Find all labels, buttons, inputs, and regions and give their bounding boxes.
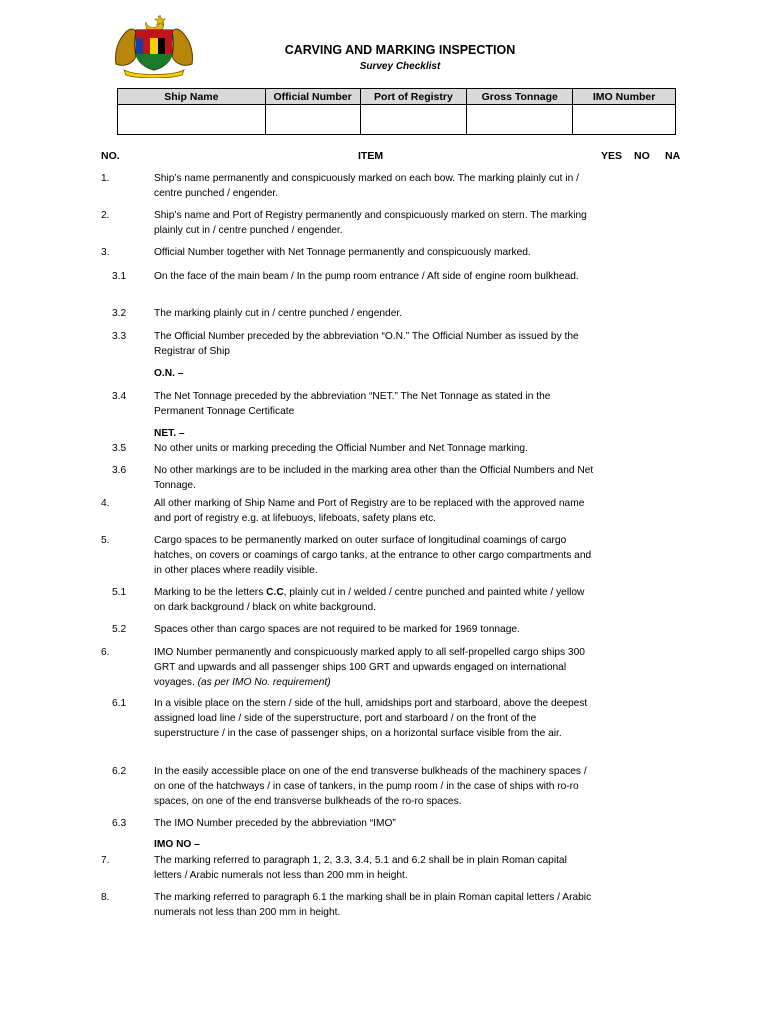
item-text	[154, 585, 594, 615]
item-text: All other marking of Ship Name and Port of Registry are to be replaced with the approved name and port of registry e.g. at lifebuoys, lifeboats, safety plans etc.	[154, 498, 585, 524]
ship-info-value-row	[118, 105, 676, 135]
gross-tonnage-cell[interactable]	[467, 105, 573, 135]
column-header-item: ITEM	[358, 150, 384, 162]
column-header-no: NO.	[101, 150, 120, 162]
item-text: O.N. –	[154, 368, 184, 379]
imo-number-header: IMO Number	[573, 89, 676, 105]
item-text: NET. –	[154, 428, 185, 439]
official-number-header: Official Number	[265, 89, 360, 105]
column-header-no-answer: NO	[634, 150, 650, 162]
item-text: IMO NO –	[154, 839, 200, 850]
item-number: 3.	[101, 247, 110, 258]
item-text-start: Marking to be the letters	[154, 587, 267, 598]
item-text: The marking referred to paragraph 6.1 the marking shall be in plain Roman capital letters / Arabic numerals not less than 200 mm in height.	[154, 892, 592, 918]
ship-name-cell[interactable]	[118, 105, 266, 135]
document-subtitle: Survey Checklist	[359, 61, 441, 72]
item-number: 3.5	[112, 443, 127, 454]
column-header-na: NA	[665, 150, 681, 162]
item-number: 5.	[101, 535, 110, 546]
item-number: 2.	[101, 210, 110, 221]
item-text-main: IMO Number permanently and conspicuously marked apply to all self-propelled cargo ships 300 GRT and upwards and all passenger ships 100 GRT and upwards engaged on international voyages.	[154, 647, 585, 688]
item-text: In a visible place on the stern / side of the hull, amidships port and starboard, above the deepest assigned load line / side of the superstructure, port and starboard / on the front of the superstructure / in the case of passenger ships, on a horizontal surface visible from the air.	[154, 698, 588, 739]
official-number-cell[interactable]	[265, 105, 360, 135]
imo-requirement-note: (as per IMO No. requirement)	[197, 677, 331, 688]
item-text: Cargo spaces to be permanently marked on outer surface of longitudinal coamings of cargo hatches, on covers or coamings of cargo tanks, at the entrance to other cargo compartments and in other places where readily visible.	[154, 535, 592, 576]
item-text: The Net Tonnage preceded by the abbreviation “NET.” The Net Tonnage as stated in the Permanent Tonnage Certificate	[154, 391, 551, 417]
item-text: In the easily accessible place on one of the end transverse bulkheads of the machinery spaces / on one of the hatchways / in case of tankers, in the pump room / in the case of ships with ro-ro spaces, on one of the end transverse bulkheads of the ro-ro spaces.	[154, 766, 587, 807]
item-number: 6.1	[112, 698, 127, 709]
gross-tonnage-header: Gross Tonnage	[467, 89, 573, 105]
item-text: Spaces other than cargo spaces are not required to be marked for 1969 tonnage.	[154, 624, 520, 635]
item-number: 5.2	[112, 624, 127, 635]
item-number: 6.	[101, 647, 110, 658]
item-text: The marking referred to paragraph 1, 2, 3.3, 3.4, 5.1 and 6.2 shall be in plain Roman capital letters / Arabic numerals not less than 200 mm in height.	[154, 855, 567, 881]
item-number: 8.	[101, 892, 110, 903]
item-number: 3.6	[112, 465, 127, 476]
cc-marking-letters: C.C	[266, 587, 284, 598]
item-number: 1.	[101, 173, 110, 184]
item-number: 6.2	[112, 766, 127, 777]
coat-of-arms-logo	[112, 12, 196, 78]
port-of-registry-header: Port of Registry	[360, 89, 467, 105]
item-text: No other markings are to be included in the marking area other than the Official Numbers and Net Tonnage.	[154, 465, 594, 491]
item-text: The marking plainly cut in / centre punched / engender.	[154, 308, 403, 319]
item-text: Official Number together with Net Tonnage permanently and conspicuously marked.	[154, 247, 531, 258]
ship-info-table	[117, 88, 676, 135]
item-number: 6.3	[112, 818, 127, 829]
ship-info-header-row	[118, 89, 676, 105]
item-number: 7.	[101, 855, 110, 866]
imo-number-cell[interactable]	[573, 105, 676, 135]
item-text: The IMO Number preceded by the abbreviation “IMO”	[154, 818, 396, 829]
item-text: On the face of the main beam / In the pump room entrance / Aft side of engine room bulkhead.	[154, 271, 579, 282]
port-of-registry-cell[interactable]	[360, 105, 467, 135]
item-text: Ship’s name permanently and conspicuously marked on each bow. The marking plainly cut in / centre punched / engender.	[154, 173, 579, 199]
item-number: 5.1	[112, 587, 127, 598]
item-number: 4.	[101, 498, 110, 509]
item-number: 3.1	[112, 271, 127, 282]
item-number: 3.4	[112, 391, 127, 402]
item-number: 3.3	[112, 331, 127, 342]
item-number: 3.2	[112, 308, 127, 319]
ship-name-header: Ship Name	[118, 89, 266, 105]
item-text: No other units or marking preceding the Official Number and Net Tonnage marking.	[154, 443, 528, 454]
item-text: The Official Number preceded by the abbreviation “O.N.” The Official Number as issued by the Registrar of Ship	[154, 331, 579, 357]
document-title: CARVING AND MARKING INSPECTION	[284, 43, 516, 57]
column-header-yes: YES	[601, 150, 623, 162]
item-text	[154, 645, 594, 690]
item-text: Ship’s name and Port of Registry permanently and conspicuously marked on stern. The marking plainly cut in / centre punched / engender.	[154, 210, 587, 236]
item-text-end: , plainly cut in / welded / centre punched and painted white / yellow on dark background / black on white background.	[154, 587, 585, 613]
